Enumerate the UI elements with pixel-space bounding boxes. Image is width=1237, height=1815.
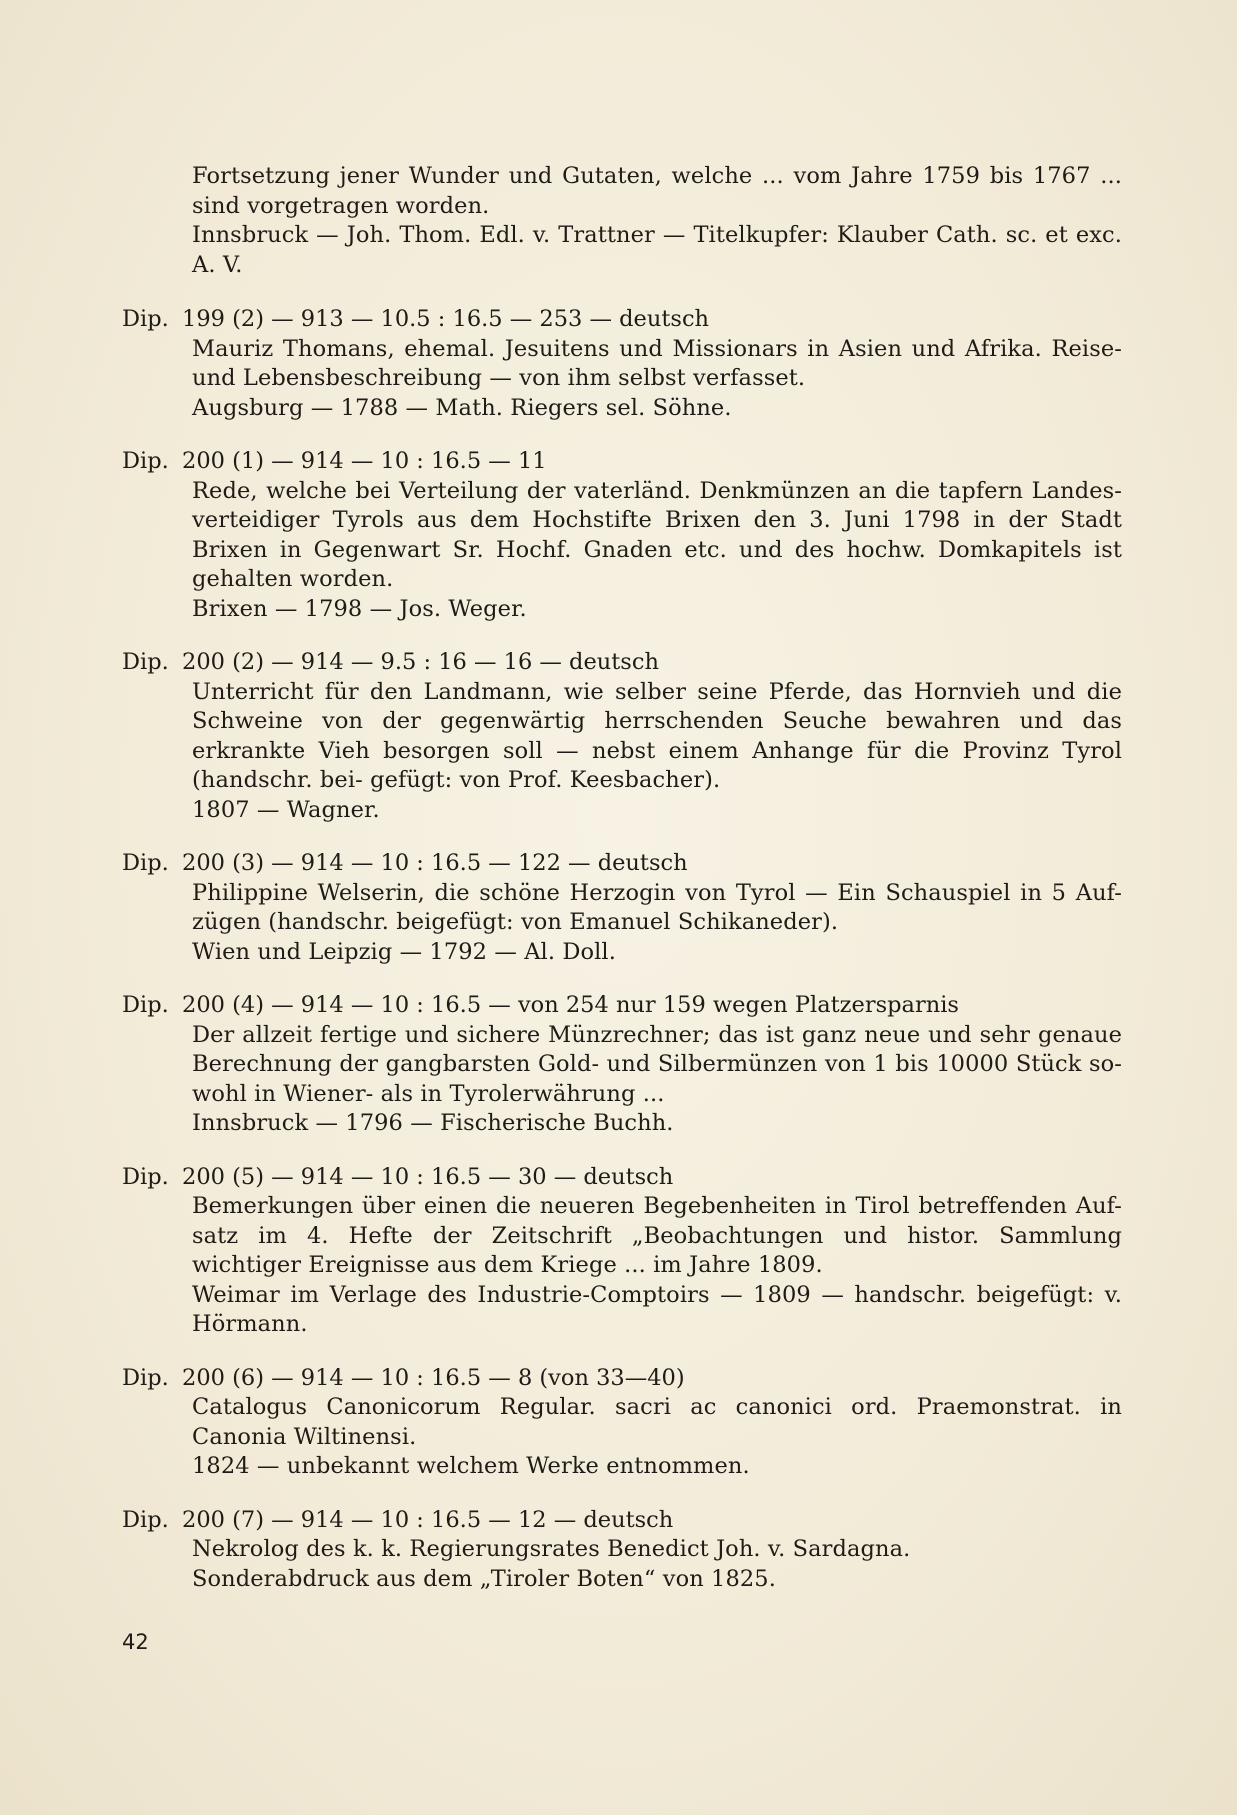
entry-body xyxy=(192,1021,1122,1139)
entry-header xyxy=(122,991,1122,1021)
entry-code: Dip. xyxy=(122,992,169,1018)
entry-body xyxy=(192,1393,1122,1482)
entry-header-text: 200 (1) — 914 — 10 : 16.5 — 11 xyxy=(182,448,547,474)
entry-description: Unterricht für den Landmann, wie selber seine Pferde, das Hornvieh und die Schweine von der gegenwärtig herrschenden Seuche bewahren und das erkrankte Vieh besorgen soll — nebst einem Anhange für die Provinz Tyrol (handschr. bei- gefügt: von Prof. Keesbacher). xyxy=(192,678,1122,793)
entry-description: Der allzeit fertige und sichere Münzrechner; das ist ganz neue und sehr genaue Berechnung der gangbarsten Gold- und Silbermünzen von 1 bis 10000 Stück so- wohl in Wiener- als in Tyrolerwährung ... xyxy=(192,1021,1122,1107)
entry-code: Dip. xyxy=(122,1364,169,1391)
catalog-entry xyxy=(122,849,1122,967)
entry-body xyxy=(192,477,1122,625)
entry-header-text: 200 (4) — 914 — 10 : 16.5 — von 254 nur 159 wegen Platzersparnis xyxy=(182,992,959,1018)
entry-description: Bemerkungen über einen die neueren Begebenheiten in Tirol betreffenden Auf- satz im 4. Hefte der Zeitschrift „Beobachtungen und histor. Sammlung wichtiger Ereignisse aus dem Kriege ... im Jahre 1809. xyxy=(192,1193,1122,1278)
entry-header-text: 199 (2) — 913 — 10.5 : 16.5 — 253 — deutsch xyxy=(182,306,710,332)
entry-description: Rede, welche bei Verteilung der vaterländ. Denkmünzen an die tapfern Landes- verteidiger Tyrols aus dem Hochstifte Brixen den 3. Juni 1798 in der Stadt Brixen in Gegenwart Sr. Hochf. Gnaden etc. und des hochw. Domkapitels ist gehalten worden. xyxy=(192,477,1122,592)
catalog-entry xyxy=(122,305,1122,423)
entry-header-text: 200 (2) — 914 — 9.5 : 16 — 16 — deutsch xyxy=(182,649,659,675)
entry-description: Catalogus Canonicorum Regular. sacri ac canonici ord. Praemonstrat. in Canonia Wiltinensi. xyxy=(192,1394,1122,1450)
page-number: 42 xyxy=(122,1630,149,1654)
entry-imprint: Innsbruck — 1796 — Fischerische Buchh. xyxy=(192,1110,674,1136)
entry-header xyxy=(122,1364,1122,1394)
page-content xyxy=(122,162,1122,1618)
entry-header xyxy=(122,648,1122,678)
entry-code: Dip. xyxy=(122,1506,169,1533)
entry-imprint: Sonderabdruck aus dem „Tiroler Boten“ von 1825. xyxy=(192,1565,776,1592)
entry-code: Dip. xyxy=(122,448,169,474)
continuation-line: Fortsetzung jener Wunder und Gutaten, welche ... vom Jahre 1759 bis 1767 ... sind vorgetragen worden. xyxy=(192,163,1122,219)
entry-header-text: 200 (7) — 914 — 10 : 16.5 — 12 — deutsch xyxy=(182,1506,674,1533)
catalog-entry xyxy=(122,1506,1122,1595)
catalog-entry xyxy=(122,648,1122,825)
entry-imprint: 1824 — unbekannt welchem Werke entnommen. xyxy=(192,1453,750,1479)
entry-imprint: Brixen — 1798 — Jos. Weger. xyxy=(192,595,527,622)
entry-code: Dip. xyxy=(122,306,169,332)
entry-body xyxy=(192,879,1122,968)
catalog-entry xyxy=(122,1163,1122,1340)
entry-imprint: Augsburg — 1788 — Math. Riegers sel. Söhne. xyxy=(192,394,732,421)
entry-code: Dip. xyxy=(122,850,169,876)
entry-description: Nekrolog des k. k. Regierungsrates Benedict Joh. v. Sardagna. xyxy=(192,1536,911,1562)
entry-body xyxy=(192,335,1122,424)
entry-header-text: 200 (3) — 914 — 10 : 16.5 — 122 — deutsch xyxy=(182,850,688,876)
entry-header-text: 200 (5) — 914 — 10 : 16.5 — 30 — deutsch xyxy=(182,1163,674,1190)
entry-code: Dip. xyxy=(122,649,169,675)
entry-header xyxy=(122,305,1122,335)
entry-header xyxy=(122,849,1122,879)
entry-header-text: 200 (6) — 914 — 10 : 16.5 — 8 (von 33—40) xyxy=(182,1364,685,1391)
entry-body xyxy=(192,1192,1122,1340)
entry-header xyxy=(122,1163,1122,1193)
entry-header xyxy=(122,1506,1122,1536)
continuation-imprint: Innsbruck — Joh. Thom. Edl. v. Trattner — Titelkupfer: Klauber Cath. sc. et exc. A. V. xyxy=(192,222,1122,278)
entry-imprint: Wien und Leipzig — 1792 — Al. Doll. xyxy=(192,938,616,965)
catalog-entry xyxy=(122,991,1122,1139)
entry-imprint: Weimar im Verlage des Industrie-Comptoirs — 1809 — handschr. beigefügt: v. Hörmann. xyxy=(192,1281,1122,1337)
entry-imprint: 1807 — Wagner. xyxy=(192,796,380,823)
entry-body xyxy=(192,678,1122,826)
catalog-entry xyxy=(122,1364,1122,1482)
entry-description: Mauriz Thomans, ehemal. Jesuitens und Missionars in Asien und Afrika. Reise- und Lebensbeschreibung — von ihm selbst verfasset. xyxy=(192,335,1122,391)
entry-description: Philippine Welserin, die schöne Herzogin von Tyrol — Ein Schauspiel in 5 Auf- zügen (handschr. beigefügt: von Emanuel Schikaneder). xyxy=(192,879,1122,935)
entry-code: Dip. xyxy=(122,1163,169,1190)
entry-header xyxy=(122,447,1122,477)
catalog-entry xyxy=(122,447,1122,624)
entry-body xyxy=(192,1535,1122,1594)
continuation-block xyxy=(192,162,1122,280)
